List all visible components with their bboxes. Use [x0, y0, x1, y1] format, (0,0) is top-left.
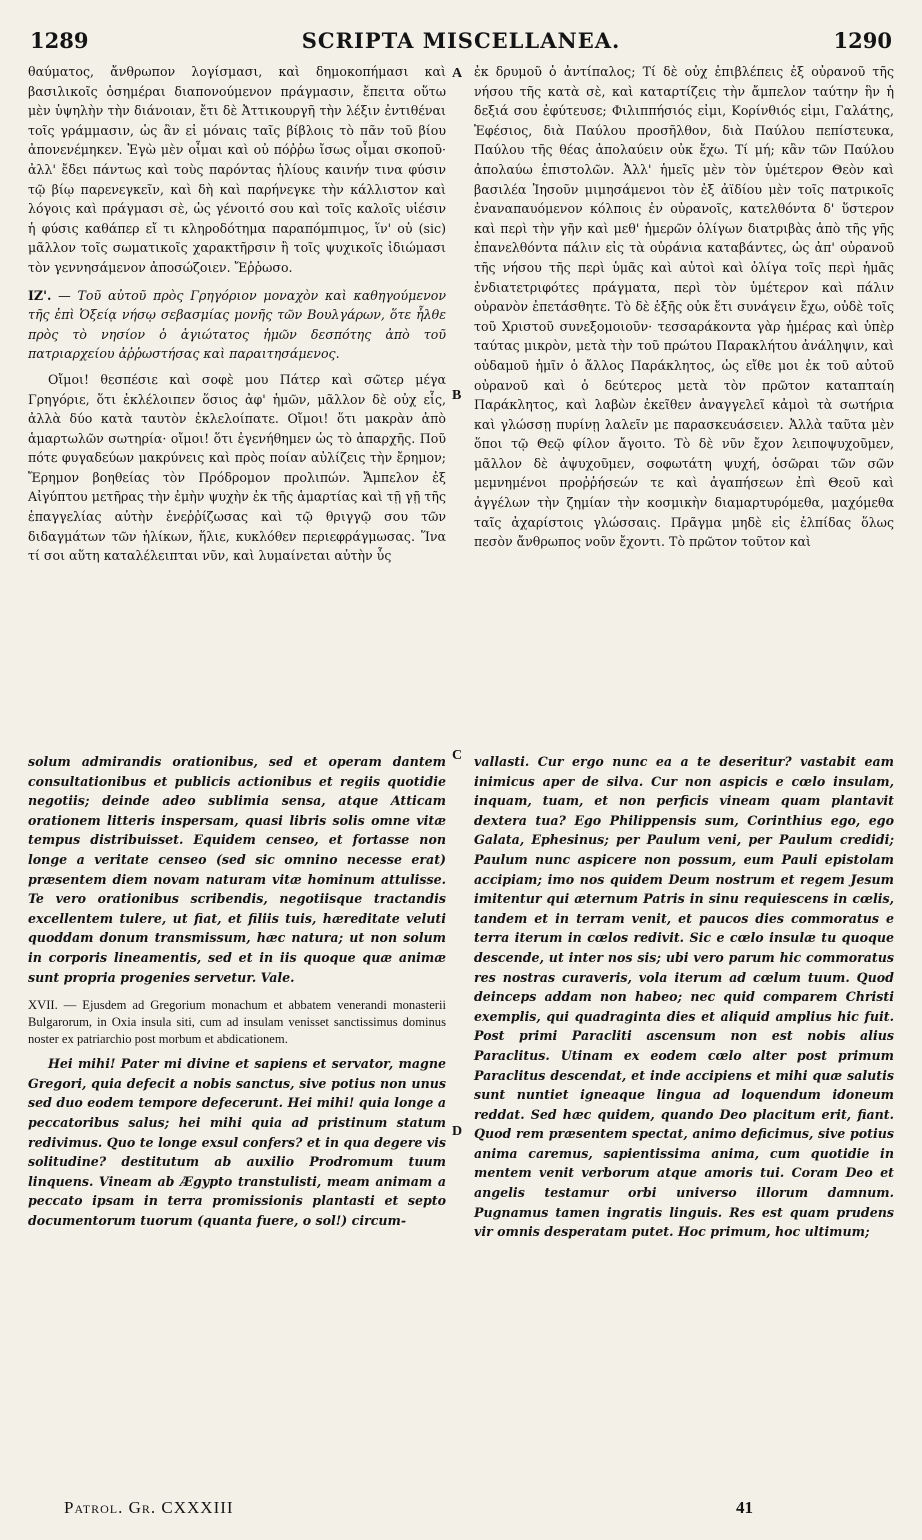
greek-section-heading: [28, 286, 446, 364]
page-footer: [30, 1498, 892, 1522]
greek-right-paragraph-1: ἐκ δρυμοῦ ὁ ἀντίπαλος; Τί δὲ οὐχ ἐπιβλέπεις ἐξ οὐρανοῦ τῆς νήσου τῆς κατὰ σὲ, καὶ καταρτίζεις τὴν ἄμπελον ταύτην ἣν ἡ δεξιά σου ἐφύτευσε; Φιλιππήσιός εἰμι, Κορίνθιός εἰμι, Γαλάτης, Ἐφέσιος, διὰ Παύλου προσῆλθον, διὰ Παύλου πεπίστευκα, Παύλου τῆς θέας ἀπολαύειν οὐκ ἔχω. Τί μή; κἂν τῶν Παύλου ἀπολαύω ἐπιστολῶν. Ἀλλ' ἡμεῖς μὲν τὸν ὑμέτερον Θεὸν καὶ βασιλέα Ἰησοῦν μιμησάμενοι τὸν ἐξ ἀϊδίου μὲν τοῖς πατρικοῖς ἐναναπαυόμενον κόλποις ἐν οὐρανοῖς, κατελθόντα δ' ὕστερον καὶ περὶ τὴν γῆν καὶ μεθ' ἡμερῶν ὀλίγων διατριβὰς ἀπὸ τῆς γῆς ἐπανελθόντα πάλιν εἰς τὰ οὐράνια καταβάντες, ὡς ἀπ' οὐρανοῦ τῆς νήσου τῆς περὶ ὑμᾶς καὶ αὐτοὶ καὶ ὀλίγα τοῖς περὶ ἡμᾶς ἐνδιατετριφότες πράγματα, περὶ τὸν ὑμέτερον καὶ πάλιν οὐρανὸν ἐπετάσθητε. Τὸ δὲ ἑξῆς οὐκ ἔτι συνάγειν ἔχω, οὐδὲ τοῖς τοῦ Χριστοῦ συνεξομοιοῦν· τεσσαράκοντα γὰρ ἡμέρας καὶ ὑπὲρ ταύτας μικρὸν, μετὰ τὴν τοῦ πρώτου Παρακλήτου ἀνάληψιν, καὶ οὐδαμοῦ ἡμῖν ὁ ἄλλος Παράκλητος, ὡς εἴθε μοι ἐκ τοῦ αὐτοῦ οὐρανοῦ καὶ ὁ δεύτερος μετὰ τὸν πρῶτον καταπταίη Παράκλητος, καὶ λαβὼν ἐκεῖθεν ἀναγγελεῖ κἀμοὶ τὰ σωτήρια καὶ γλώσσῃ πυρίνῃ λαλεῖν με παρασκευάσειεν. Ἀλλὰ ταῦτα μὲν ὅποι τῷ Θεῷ φίλον ἄγοιτο. Τὸ δὲ νῦν ἔχον λειποψυχοῦμεν, μᾶλλον δὲ ἀψυχοῦμεν, σοφωτάτη ψυχή, ὁσῶραι τῶν σῶν μεμνημένοι προῤῥήσεών τε καὶ ἀγαπήσεων ἐπὶ Θεοῦ καὶ ἀγγέλων τὴν ζημίαν τὴν κοσμικὴν διαμαρτυρόμεθα, μαχόμεθα ταῖς ἀχαρίστοις γλώσσαις. Πρᾶγμα μηδὲ εἰς ἐλπίδας ὅλως πεσὸν ἄνθρωπος νοῦν ἔχοντι. Τὸ πρῶτον τοῦτον καὶ: [474, 64, 894, 550]
running-title: SCRIPTA MISCELLANEA.: [301, 28, 621, 53]
left-page-number: 1289: [30, 28, 89, 53]
latin-left-paragraph-1: solum admirandis orationibus, sed et operam dantem consultationibus et publicis actionibus et regiis quotidie negotiis; deinde adeo sublimia sensa, atque Atticam orationem litteris inspersam, quasi libris solis omne vitæ tempus distribuisset. Equidem censeo, et fortasse non longe a veritate censeo (sed sic omnino necesse erat) præsentem diem novam naturam vitæ hominum attulisse. Te vero orationibus scribendis, negotiisque tractandis excellentem tulere, ut fiat, et filiis tuis, hæreditate veluti quoddam donum transmissum, hæc natura; ut non solum in corporis lineamentis, sed et in iis quoque quæ animæ sunt propria progenies servetur. Vale.: [28, 754, 446, 985]
margin-letter-d: D: [452, 1124, 463, 1139]
margin-letter-a: A: [452, 66, 463, 81]
volume-signature: Patrol. Gr. CXXXIII: [64, 1498, 234, 1517]
greek-section-title: — Τοῦ αὐτοῦ πρὸς Γρηγόριον μοναχὸν καὶ καθηγούμενον τῆς ἐπὶ Ὀξείᾳ νήσῳ σεβασμίας μονῆς τῶν Βουλγάρων, ὅτε ἦλθε πρὸς τὸ νησίον ὁ ἁγιώτατος ἡμῶν δεσπότης ἀπὸ τοῦ πατριαρχείου ἀῤῥωστήσας καὶ παραιτησάμενος.: [28, 287, 446, 362]
latin-right-paragraph-1: vallasti. Cur ergo nunc ea a te deseritur? vastabit eam inimicus aper de silva. Cur non aspicis e cœlo insulam, inquam, tuam, et non perficis vineam quam plantavit dextera tua? Ego Philippensis sum, Corinthius ego, ego Galata, Ephesinus; per Paulum veni, per Paulum credidi; Paulum nunc aspicere non possum, eum Pauli epistolam accipiam; imo nos quidem Deum nostrum et regem Jesum imitentur qui æternum Patris in sinu requiescens in cœlis, tandem et in terram venit, et paucos dies commoratus e terra iterum in cœlos redivit. Sic e cœlo insulæ tu quoque descende, ut inter nos sis; ubi vero parum hic commoratus res nostras curaveris, vola iterum ad cœlum tuum. Quod deinceps addam non habeo; nec quid comparem Christi exemplis, qui quadraginta dies et aliquid amplius hic fuit. Post primi Paracliti ascensum non est nobis alius Paraclitus. Utinam ex eodem cœlo alter post primum Paraclitus descendat, et inde accipiens et mihi quæ salutis sunt nuntiet igneaque lingua ad loquendum idoneum reddat. Sed hæc quidem, quando Deo placitum erit, fiant. Quod rem præsentem spectat, animo deficimus, sive potius anima caremus, sapientissima anima, cum quotidie in mentem venit verborum atque amoris tui. Coram Deo et angelis testamur orbi universo illorum damnum. Pugnamus tamen ingratis linguis. Res est quam prudens vir omnis desperatam putet. Hoc primum, hoc ultimum;: [474, 754, 894, 1240]
latin-left-paragraph-2: Hei mihi! Pater mi divine et sapiens et servator, magne Gregori, quia defecit a nobis sanctus, sive potius non unus sed duo eodem tempore defecerunt. Hei mihi! quia longe a peccatoribus salus; hei mihi quia ad pristinum statum redivimus. Quo te longe exsul confers? et in qua degere vis solitudine? destitutum ab auxilio Prodromum tuum linquens. Vineam ab Ægypto transtulisti, meam animam a peccato ipsam in terra promissionis plantasti et septo documentorum tuorum (quanta fuere, o sol!) circum-: [28, 1056, 446, 1228]
greek-left-paragraph-1: θαύματος, ἄνθρωπον λογίσμασι, καὶ δημοκοπήμασι καὶ βασιλικοῖς ὁσημέραι διαπονούμενον πράγμασιν, ἔπειτα οὕτω μὲν ὑψηλὴν τὴν διάνοιαν, ἔτι δὲ Ἀττικουργῆ τὴν λέξιν ἐντιθέναι τοῖς γράμμασιν, ὡς ἂν εἰ μόναις ταῖς βίβλοις τὸ πᾶν τοῦ βίου ἀπονενέμηκεν. Ἐγὼ μὲν οἶμαι καὶ οὐ πόῤῥω ἴσως οἶμαι σκοποῦ· ἀλλ' ἔδει πάντως καὶ τοὺς παρόντας ἡλίους καινήν τινα φύσιν τῷ βίῳ παρενεγκεῖν, καὶ δὴ καὶ παρήνεγκε τὴν κάλλιστον καὶ λόγοις καὶ πράγμασι σὲ, ὡς γένοιτό σου καὶ τοῖς καλοῖς υἱέσιν ἡ φύσις καθάπερ εἴ τι κληροδότημα παραπόμπιμος, ἵν' οὐ (sic) μᾶλλον τοῖς σωματικοῖς χαρακτῆρσιν ἢ τοῖς ψυχικοῖς ἰδιώμασι τὸν γεννησάμενον ἀποσώζοιεν. Ἔῤῥωσο.: [28, 64, 446, 275]
greek-section-number: IZ'.: [28, 287, 52, 303]
latin-section-heading: XVII. — Ejusdem ad Gregorium monachum et abbatem venerandi monasterii Bulgarorum, in Oxia insula siti, cum ad insulam venisset sanctissimus dominus noster ex patriarchio post morbum et abdicationem.: [28, 998, 446, 1047]
greek-left-column: [28, 62, 446, 566]
margin-letter-c: C: [452, 748, 463, 763]
latin-right-column: [474, 752, 894, 1242]
greek-right-column: [474, 62, 894, 552]
signature-number: 41: [736, 1498, 753, 1517]
right-page-number: 1290: [833, 28, 892, 53]
margin-letter-b: B: [452, 388, 462, 403]
latin-left-column: [28, 752, 446, 1230]
page-header: [30, 28, 892, 58]
greek-left-paragraph-2: Οἴμοι! θεσπέσιε καὶ σοφὲ μου Πάτερ καὶ σῶτερ μέγα Γρηγόριε, ὅτι ἐκλέλοιπεν ὅσιος ἀφ' ἡμῶν, μᾶλλον δὲ οὐχ εἷς, ἀλλὰ δύο κατὰ ταυτὸν ἐκλελοίπατε. Οἴμοι! ὅτι μακρὰν ἀπὸ ἁμαρτωλῶν σωτηρία· οἴμοι! ὅτι ἐγενήθημεν ὡς τὸ ἀπαρχῆς. Ποῦ πότε φυγαδεύων μακρύνεις καὶ πρὸς ποίαν αὐλίζεις τὴν ἔρημον; Ἔρημον βοηθείας τὸν Πρόδρομον προλιπών. Ἄμπελον ἐξ Αἰγύπτου μετῆρας τὴν ἐμὴν ψυχὴν ἐκ τῆς ἁμαρτίας καὶ τῇ γῇ τῆς ἐπαγγελίας αὐτὴν ἐνεῤῥίζωσας καὶ τῷ θριγγῷ σου τῶν διδαγμάτων τῶν ἡλίκων, ἥλιε, κυκλόθεν περιεφράγμωσας. Ἵνα τί σοι αὕτη καταλέλειπται νῦν, καὶ λυμαίνεται αὐτὴν ὗς: [28, 371, 446, 564]
